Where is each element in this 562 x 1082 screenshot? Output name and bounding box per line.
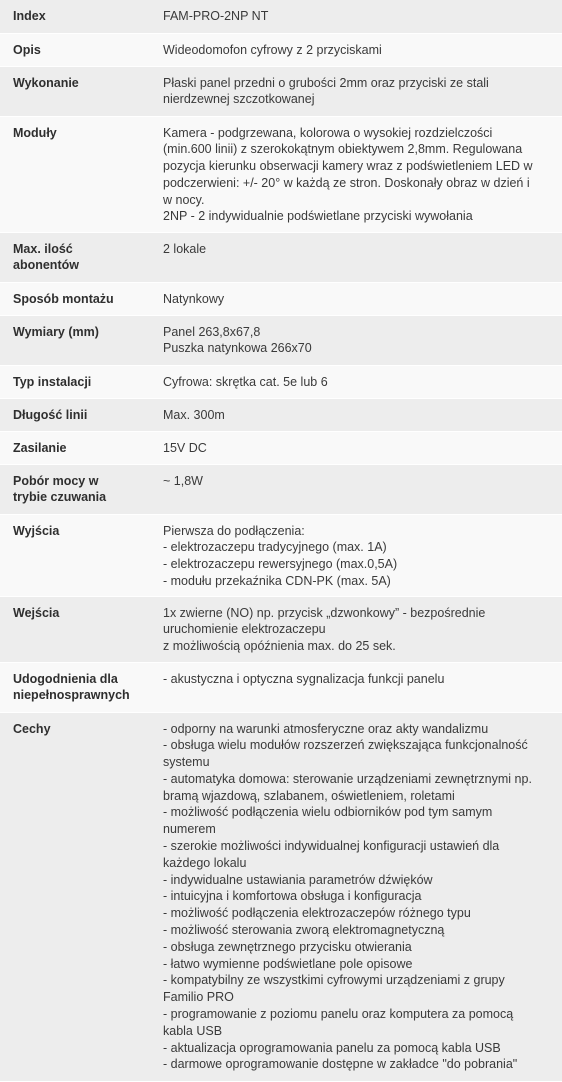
spec-row-sposob-montazu [0,282,562,315]
spec-row-typ-instalacji [0,365,562,398]
spec-value [151,596,562,662]
spec-label [0,315,151,365]
spec-value [151,431,562,464]
spec-row-wykonanie [0,66,562,116]
spec-value [151,398,562,431]
value-line: nierdzewnej szczotkowanej [163,92,315,107]
spec-value [151,282,562,315]
value-line: numerem [163,822,216,837]
label-text: Zasilanie [13,440,67,455]
value-line: Puszka natynkowa 266x70 [163,341,312,356]
spec-row-wyjscia [0,514,562,596]
value-line: FAM-PRO-2NP NT [163,9,269,23]
value-line: systemu [163,755,210,770]
label-text: Wykonanie [13,75,79,90]
value-line: Familio PRO [163,990,234,1005]
label-text: Typ instalacji [13,374,92,389]
spec-label [0,464,151,514]
spec-value [151,315,562,365]
value-line: - indywidualne ustawiania parametrów dźwięków [163,872,433,887]
value-line: Panel 263,8x67,8 [163,324,261,339]
value-line: 2NP - 2 indywidualnie podświetlane przyciski wywołania [163,209,473,224]
value-line: - akustyczna i optyczna sygnalizacja funkcji panelu [163,671,445,686]
spec-row-moduly [0,116,562,232]
value-line: - elektrozaczepu tradycyjnego (max. 1A) [163,540,387,555]
spec-value [151,514,562,596]
value-line: Kamera - podgrzewana, kolorowa o wysokiej rozdzielczości [163,125,493,140]
value-line: Natynkowy [163,291,225,306]
spec-value [151,0,562,33]
label-text: Index [13,9,46,23]
spec-row-opis [0,33,562,66]
label-text: Wyjścia [13,523,60,538]
spec-label [0,365,151,398]
value-line: - aktualizacja oprogramowania panelu za pomocą kabla USB [163,1040,501,1055]
label-text: Długość linii [13,407,88,422]
value-line: w nocy. [163,192,205,207]
spec-label [0,66,151,116]
value-line: - obsługa zewnętrznego przycisku otwierania [163,939,412,954]
label-line: niepełnosprawnych [13,688,130,703]
spec-label [0,514,151,596]
spec-label [0,282,151,315]
value-line: Pierwsza do podłączenia: [163,523,305,538]
value-line: każdego lokalu [163,855,247,870]
spec-label [0,0,151,33]
value-line: - odporny na warunki atmosferyczne oraz akty wandalizmu [163,721,489,736]
label-line: trybie czuwania [13,490,107,505]
label-text: Moduły [13,125,57,140]
value-line: - darmowe oprogramowanie dostępne w zakładce "do pobrania" [163,1057,518,1072]
spec-label [0,398,151,431]
spec-value [151,116,562,232]
value-line: (min.600 linii) z szerokokątnym obiektywem 2,8mm. Regulowana [163,142,523,157]
value-line: - kompatybilny ze wszystkimi cyfrowymi urządzeniami z grupy [163,973,505,988]
spec-row-max-abonentow [0,232,562,282]
value-line: - programowanie z poziomu panelu oraz komputera za pomocą [163,1007,514,1022]
value-line: bramą wjazdową, szlabanem, oświetleniem, roletami [163,788,455,803]
spec-value [151,662,562,712]
value-line: - obsługa wielu modułów rozszerzeń zwiększająca funkcjonalność [163,738,528,753]
value-line: 15V DC [163,440,207,455]
value-line: Płaski panel przedni o grubości 2mm oraz przyciski ze stali [163,75,489,90]
spec-value [151,365,562,398]
spec-row-zasilanie [0,431,562,464]
value-line: 1x zwierne (NO) np. przycisk „dzwonkowy” - bezpośrednie [163,605,486,620]
label-text: Opis [13,42,41,57]
value-line: 2 lokale [163,241,207,256]
value-line: ~ 1,8W [163,473,203,488]
value-line: podczerwieni: +/- 20° w każdą ze stron. Doskonały obraz w dzień i [163,175,530,190]
spec-row-pobor-mocy [0,464,562,514]
label-line: Max. ilość [13,241,73,256]
spec-value [151,232,562,282]
value-line: - automatyka domowa: sterowanie urządzeniami zewnętrznymi np. [163,771,532,786]
value-line: - elektrozaczepu rewersyjnego (max.0,5A) [163,557,398,572]
spec-value [151,464,562,514]
spec-value [151,33,562,66]
spec-row-index [0,0,562,33]
value-line: Cyfrowa: skrętka cat. 5e lub 6 [163,374,328,389]
value-line: kabla USB [163,1023,223,1038]
spec-label [0,431,151,464]
label-line: Udogodnienia dla [13,671,118,686]
value-line: - łatwo wymienne podświetlane pole opisowe [163,956,413,971]
value-line: - szerokie możliwości indywidualnej konfiguracji ustawień dla [163,839,500,854]
value-line: Max. 300m [163,407,225,422]
spec-label [0,232,151,282]
label-text: Wymiary (mm) [13,324,99,339]
value-line: - możliwość podłączenia elektrozaczepów różnego typu [163,906,471,921]
spec-row-udogodnienia [0,662,562,712]
value-line: pozycja kierunku obserwacji kamery wraz z podświetleniem LED w [163,159,533,174]
spec-row-wymiary [0,315,562,365]
spec-row-cechy [0,712,562,1081]
spec-row-dlugosc-linii [0,398,562,431]
value-line: - modułu przekaźnika CDN-PK (max. 5A) [163,573,391,588]
spec-label [0,116,151,232]
spec-label [0,596,151,662]
spec-label [0,33,151,66]
label-line: Pobór mocy w [13,473,99,488]
value-line: uruchomienie elektrozaczepu [163,622,326,637]
value-line: Wideodomofon cyfrowy z 2 przyciskami [163,42,382,57]
spec-row-wejscia [0,596,562,662]
label-text: Sposób montażu [13,291,114,306]
label-text: Cechy [13,721,51,736]
spec-label [0,712,151,1081]
value-line: z możliwością opóźnienia max. do 25 sek. [163,639,396,654]
label-text: Wejścia [13,605,60,620]
value-line: - możliwość podłączenia wielu odbiorników pod tym samym [163,805,493,820]
label-line: abonentów [13,258,79,273]
value-line: - możliwość sterowania zworą elektromagnetyczną [163,923,445,938]
spec-value [151,712,562,1081]
spec-label [0,662,151,712]
spec-value [151,66,562,116]
value-line: - intuicyjna i komfortowa obsługa i konfiguracja [163,889,422,904]
